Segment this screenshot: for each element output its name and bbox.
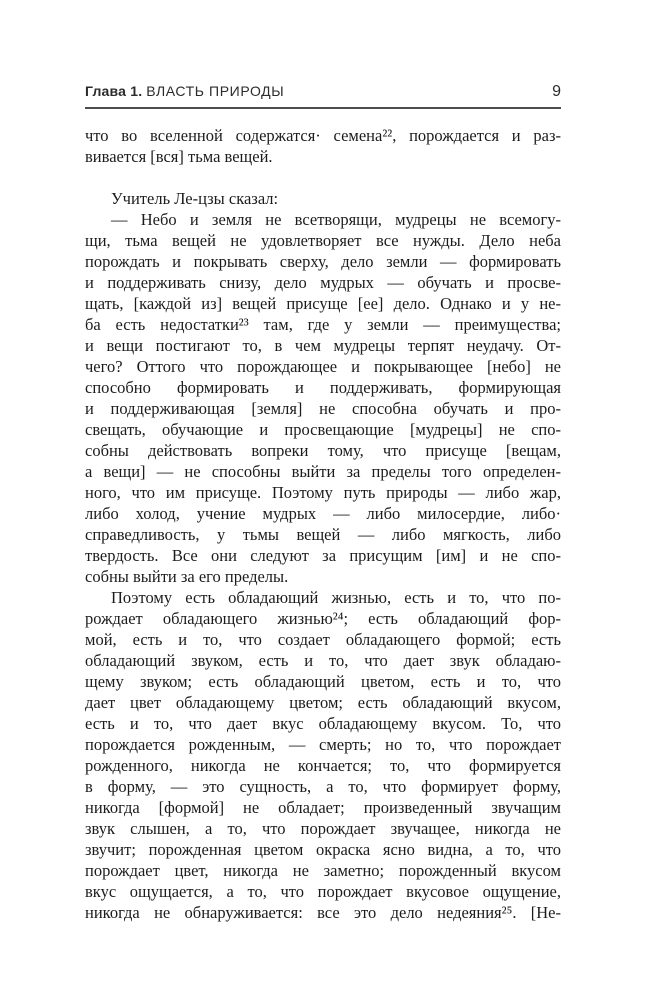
page-number: 9 [552, 83, 561, 100]
text-line: щать, [каждой из] вещей присуще [ее] дело. Однако и у не- [85, 294, 561, 313]
text-line: ного, что им присуще. Поэтому путь природы — либо жар, [85, 483, 561, 502]
text-line: свещать, обучающие и просвещающие [мудрецы] не спо- [85, 420, 561, 439]
chapter-heading [85, 84, 284, 98]
book-page [85, 84, 561, 923]
text-line: чего? Оттого что порождающее и покрывающее [небо] не [85, 357, 561, 376]
paragraph [85, 209, 561, 587]
text-line: что во вселенной содержатся· семена²², порождается и раз- [85, 126, 561, 145]
running-header [85, 84, 561, 100]
text-line: в форму, — это сущность, а то, что формирует форму, [85, 777, 561, 796]
text-line: порождает цвет, никогда не заметно; порожденный вкусом [85, 861, 561, 880]
text-line: есть и то, что дает вкус обладающему вкусом. То, что [85, 714, 561, 733]
text-line: порождается рожденным, — смерть; но то, что порождает [85, 735, 561, 754]
text-line: ба есть недостатки²³ там, где у земли — преимущества; [85, 315, 561, 334]
text-line: Поэтому есть обладающий жизнью, есть и то, что по- [111, 588, 561, 607]
text-line: и вещи постигают то, в чем мудрецы терпят неудачу. От- [85, 336, 561, 355]
text-line: Учитель Ле-цзы сказал: [111, 189, 279, 208]
text-line: и поддерживающая [земля] не способна обучать и про- [85, 399, 561, 418]
chapter-title: ВЛАСТЬ ПРИРОДЫ [146, 83, 285, 99]
text-line: и поддерживать снизу, дело мудрых — обучать и просве- [85, 273, 561, 292]
text-line: мой, есть и то, что создает обладающего формой; есть [85, 630, 561, 649]
paragraph [85, 125, 561, 167]
header-rule [85, 107, 561, 109]
paragraph [85, 188, 561, 209]
text-line: собны действовать вопреки тому, что присуще [вещам, [85, 441, 561, 460]
text-line: никогда не обнаруживается: все это дело недеяния²⁵. [Не- [85, 903, 561, 922]
text-line: — Небо и земля не всетворящи, мудрецы не всемогу- [111, 210, 561, 229]
page-text [85, 125, 561, 923]
text-line: а вещи] — не способны выйти за пределы того определен- [85, 462, 561, 481]
text-line: рожденного, никогда не кончается; то, что формируется [85, 756, 561, 775]
text-line: звучит; порожденная цветом окраска ясно видна, а то, что [85, 840, 561, 859]
text-line: дает цвет обладающему цветом; есть обладающий вкусом, [85, 693, 561, 712]
paragraph [85, 587, 561, 923]
text-line: собны выйти за его пределы. [85, 567, 289, 586]
text-line: либо холод, учение мудрых — либо милосердие, либо· [85, 504, 561, 523]
text-line: твердость. Все они следуют за присущим [им] и не спо- [85, 546, 561, 565]
text-line: вкус ощущается, а то, что порождает вкусовое ощущение, [85, 882, 561, 901]
text-line: щему звуком; есть обладающий цветом, есть и то, что [85, 672, 561, 691]
text-line: обладающий звуком, есть и то, что дает звук обладаю- [85, 651, 561, 670]
text-line: щи, тьма вещей не удовлетворяет все нужды. Дело неба [85, 231, 561, 250]
text-line: рождает обладающего жизнью²⁴; есть обладающий фор- [85, 609, 561, 628]
text-line: звук слышен, а то, что порождает звучащее, никогда не [85, 819, 561, 838]
text-line: никогда [формой] не обладает; произведенный звучащим [85, 798, 561, 817]
text-line: способно формировать и поддерживать, формирующая [85, 378, 561, 397]
text-line: вивается [вся] тьма вещей. [85, 147, 273, 166]
chapter-label: Глава 1. [85, 83, 143, 99]
text-line: справедливость, у тьмы вещей — либо мягкость, либо [85, 525, 561, 544]
text-line: порождать и покрывать сверху, дело земли — формировать [85, 252, 561, 271]
